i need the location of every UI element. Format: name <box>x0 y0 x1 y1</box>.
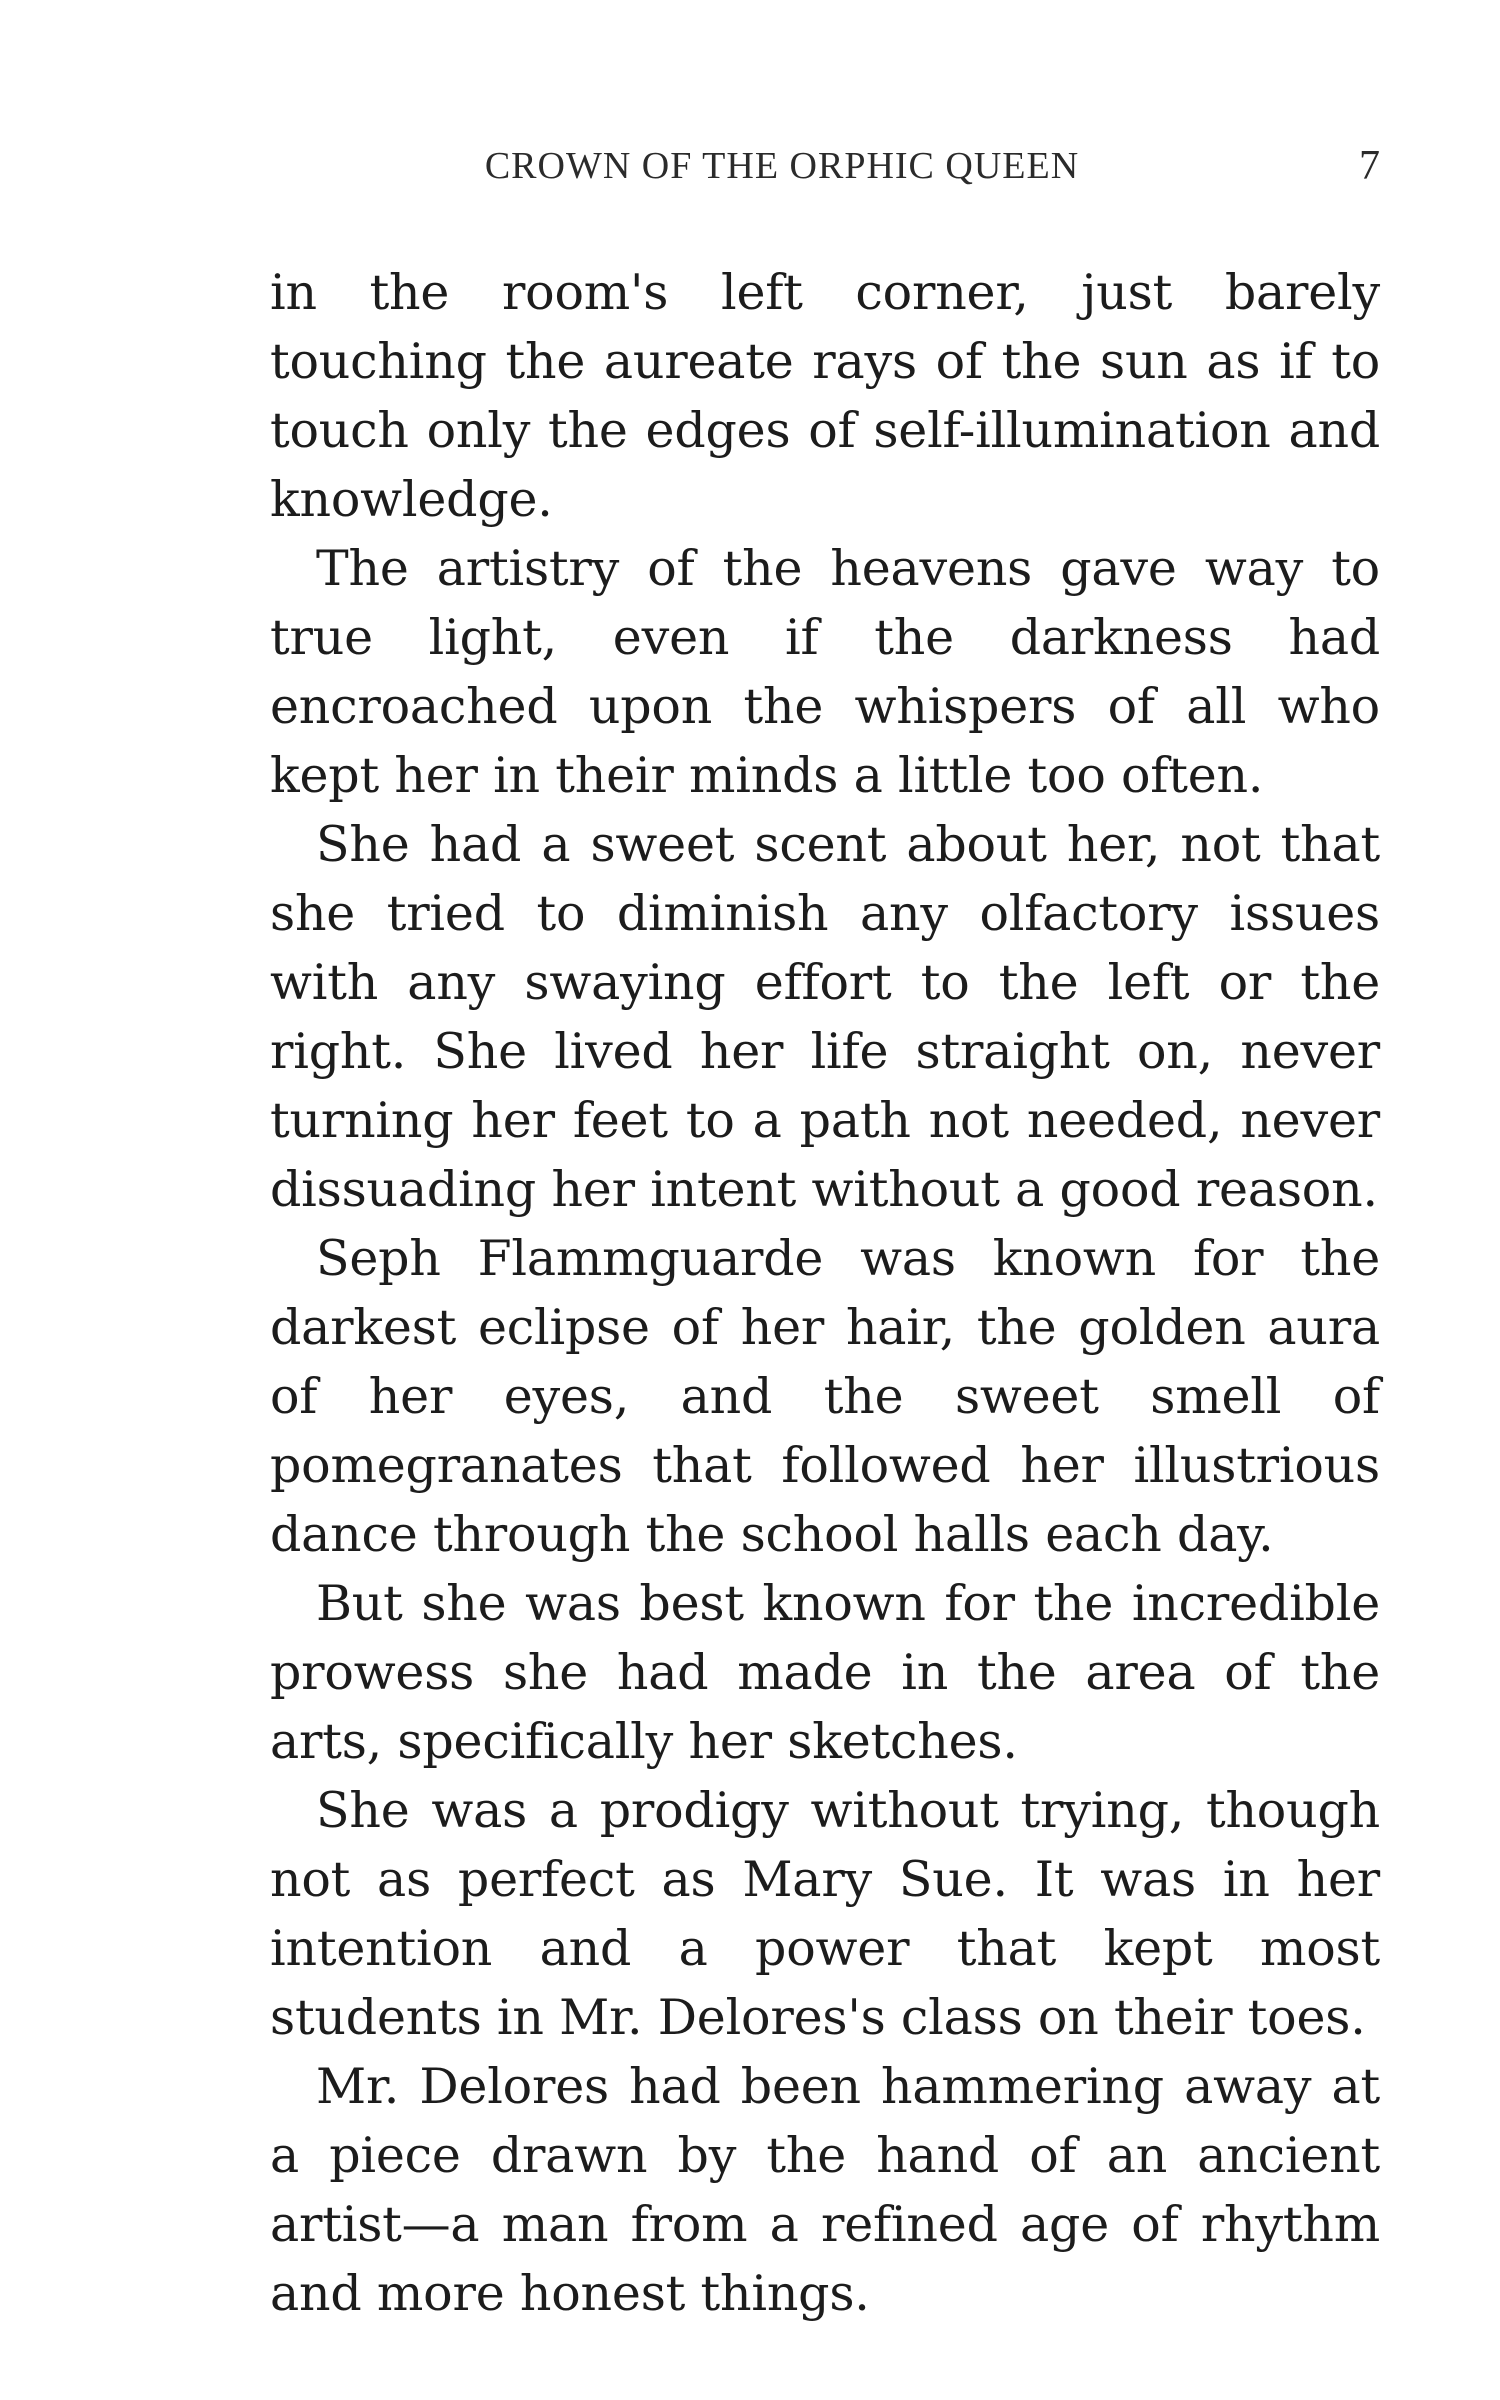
paragraph: in the room's left corner, just barely touching the aureate rays of the sun as if to touch only the edges of self-illumination and knowledge. <box>270 264 1380 528</box>
paragraph: The artistry of the heavens gave way to true light, even if the darkness had encroached upon the whispers of all who kept her in their minds a little too often. <box>270 540 1380 804</box>
paragraph: She was a prodigy without trying, though not as perfect as Mary Sue. It was in her intention and a power that kept most students in Mr. Delores's class on their toes. <box>270 1782 1380 2046</box>
page-number: 7 <box>1359 143 1380 189</box>
paragraph: But she was best known for the incredible prowess she had made in the area of the arts, specifically her sketches. <box>270 1575 1380 1770</box>
running-head <box>270 136 1380 196</box>
paragraph: Mr. Delores had been hammering away at a piece drawn by the hand of an ancient artist—a man from a refined age of rhythm and more honest things. <box>270 2058 1380 2322</box>
paragraph: Seph Flammguarde was known for the darkest eclipse of her hair, the golden aura of her eyes, and the sweet smell of pomegranates that followed her illustrious dance through the school halls each day. <box>270 1230 1380 1563</box>
paragraph: She had a sweet scent about her, not that she tried to diminish any olfactory issues with any swaying effort to the left or the right. She lived her life straight on, never turning her feet to a path not needed, never dissuading her intent without a good reason. <box>270 816 1380 1218</box>
running-title: CROWN OF THE ORPHIC QUEEN <box>484 145 1080 187</box>
body-text <box>270 258 1380 2328</box>
